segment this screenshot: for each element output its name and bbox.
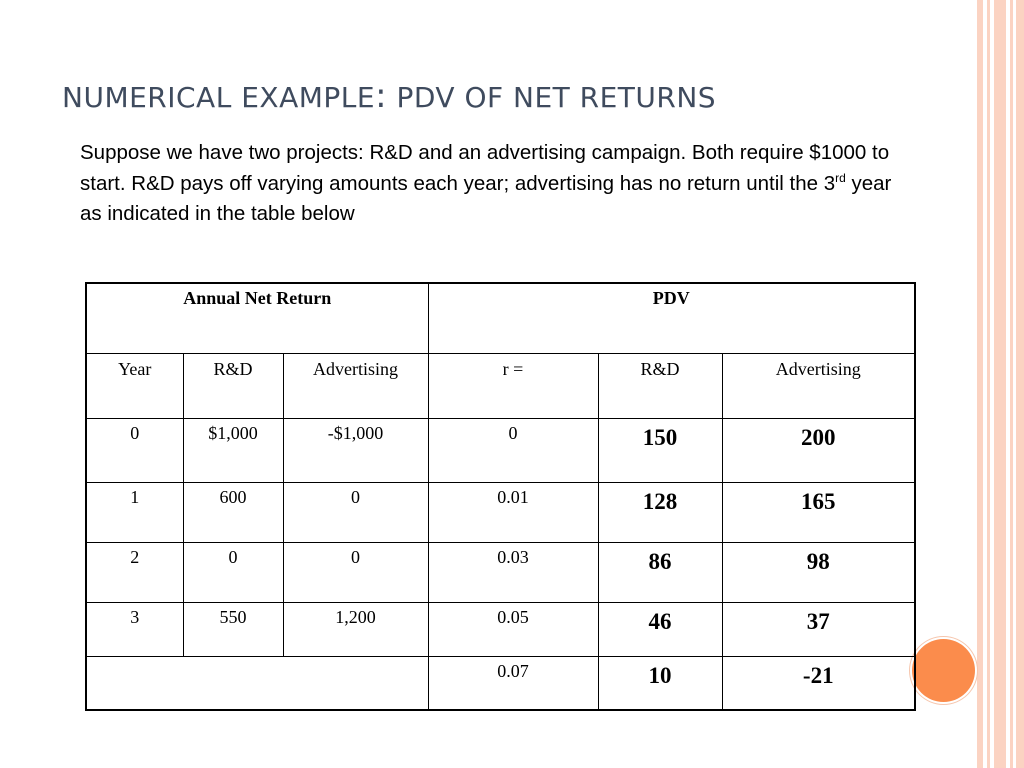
table-row	[86, 656, 915, 710]
cell-rd: 0	[183, 542, 283, 602]
column-header-pdv-advertising: Advertising	[722, 353, 915, 418]
cell-pdv-advertising: 200	[722, 418, 915, 482]
group-header-pdv: PDV	[428, 283, 915, 353]
decorative-circle	[912, 639, 975, 702]
cell-empty-merged	[86, 656, 428, 710]
table-row	[86, 418, 915, 482]
column-header-advertising: Advertising	[283, 353, 428, 418]
cell-pdv-advertising: 165	[722, 482, 915, 542]
cell-year: 3	[86, 602, 183, 656]
slide-title	[62, 76, 942, 116]
table-row	[86, 482, 915, 542]
cell-rate: 0.05	[428, 602, 598, 656]
decorative-stripe	[977, 0, 983, 768]
cell-year: 2	[86, 542, 183, 602]
column-header-pdv-rd: R&D	[598, 353, 722, 418]
cell-advertising: 0	[283, 482, 428, 542]
decorative-stripe	[1010, 0, 1013, 768]
title-prefix: NUMERICAL EXAMPLE	[62, 81, 376, 114]
cell-rate: 0.01	[428, 482, 598, 542]
column-header-rate: r =	[428, 353, 598, 418]
decorative-stripe	[1016, 0, 1024, 768]
table-group-header-row	[86, 283, 915, 353]
cell-rd: 600	[183, 482, 283, 542]
decorative-stripe	[994, 0, 1006, 768]
cell-rate: 0.03	[428, 542, 598, 602]
cell-rate: 0.07	[428, 656, 598, 710]
cell-rd: $1,000	[183, 418, 283, 482]
decorative-stripe	[987, 0, 990, 768]
table-row	[86, 602, 915, 656]
title-suffix: PDV OF NET RETURNS	[396, 81, 717, 114]
body-text-end: year as indicated in the table below	[80, 171, 892, 225]
cell-advertising: 0	[283, 542, 428, 602]
cell-rate: 0	[428, 418, 598, 482]
cell-pdv-advertising: -21	[722, 656, 915, 710]
cell-year: 0	[86, 418, 183, 482]
column-header-year: Year	[86, 353, 183, 418]
cell-year: 1	[86, 482, 183, 542]
cell-pdv-rd: 46	[598, 602, 722, 656]
cell-rd: 550	[183, 602, 283, 656]
body-text-main: Suppose we have two projects: R&D and an advertising campaign. Both require $1000 to start. R&D pays off varying amounts each year; advertising has no return until the 3	[80, 141, 890, 195]
table-header-row	[86, 353, 915, 418]
cell-pdv-rd: 150	[598, 418, 722, 482]
cell-advertising: 1,200	[283, 602, 428, 656]
cell-pdv-advertising: 98	[722, 542, 915, 602]
body-superscript: rd	[835, 170, 846, 185]
cell-pdv-advertising: 37	[722, 602, 915, 656]
pdv-table	[85, 282, 916, 711]
group-header-annual-net-return: Annual Net Return	[86, 283, 428, 353]
column-header-rd: R&D	[183, 353, 283, 418]
title-colon: :	[375, 76, 388, 116]
cell-pdv-rd: 10	[598, 656, 722, 710]
body-paragraph	[80, 138, 900, 230]
cell-pdv-rd: 86	[598, 542, 722, 602]
cell-advertising: -$1,000	[283, 418, 428, 482]
table-row	[86, 542, 915, 602]
cell-pdv-rd: 128	[598, 482, 722, 542]
